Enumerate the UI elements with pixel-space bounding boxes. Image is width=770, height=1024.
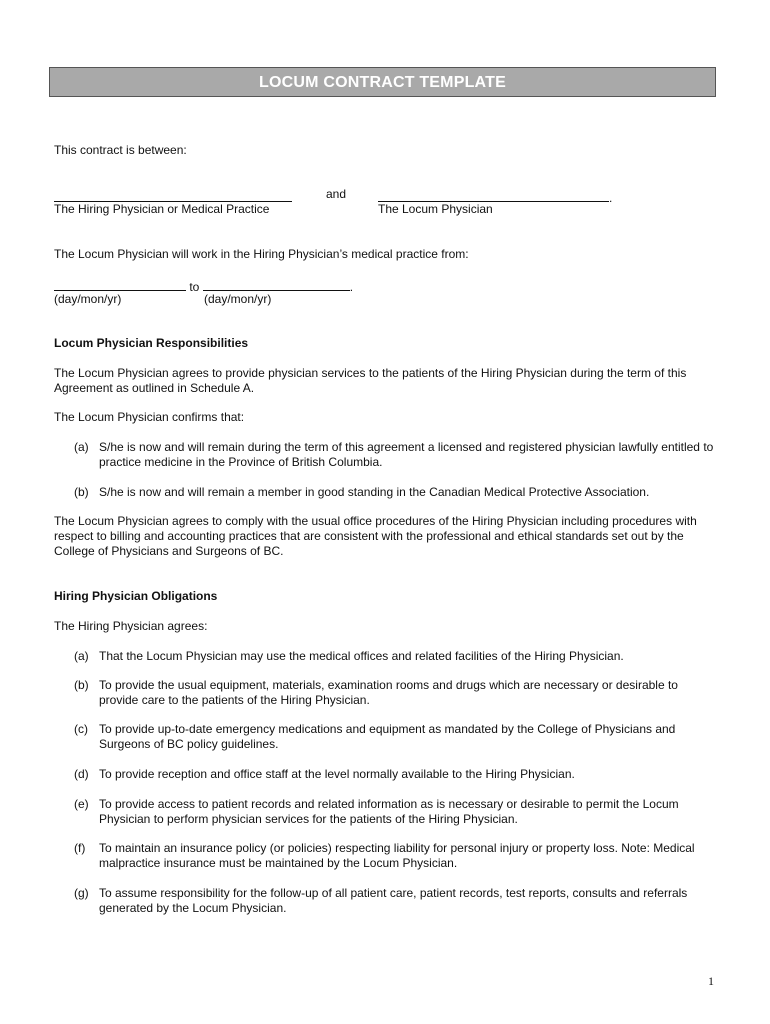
start-date-field[interactable] — [54, 277, 186, 291]
responsibilities-paragraph-2: The Locum Physician agrees to comply with the usual office procedures of the Hiring Physician including procedures with respect to billing and accounting practices that are consistent with the professional and ethical standards set out by the College of Physicians and Surgeons of BC. — [54, 514, 697, 558]
list-item-text: S/he is now and will remain during the term of this agreement a licensed and registered physician lawfully entitled to practice medicine in the Province of British Columbia. — [99, 440, 714, 469]
agrees-text: The Hiring Physician agrees: — [54, 619, 208, 633]
list-item — [54, 797, 714, 827]
list-item-text: To maintain an insurance policy (or policies) respecting liability for personal injury or property loss. Note: Medical malpractice insurance must be maintained by the Locum Physician. — [99, 841, 695, 870]
list-item — [54, 485, 714, 500]
list-marker: (b) — [74, 485, 89, 499]
list-item-text: To provide access to patient records and related information as is necessary or desirable to permit the Locum Physician to perform physician services for the patients of the Hiring Physician. — [99, 797, 679, 826]
list-marker: (f) — [74, 841, 86, 855]
list-marker: (d) — [74, 767, 89, 781]
list-item-text: S/he is now and will remain a member in good standing in the Canadian Medical Protective Association. — [99, 485, 650, 499]
responsibilities-heading: Locum Physician Responsibilities — [54, 336, 249, 350]
responsibilities-paragraph-1: The Locum Physician agrees to provide physician services to the patients of the Hiring Physician during the term of this Agreement as outlined in Schedule A. — [54, 366, 687, 395]
document-title: LOCUM CONTRACT TEMPLATE — [259, 73, 506, 91]
hiring-physician-label: The Hiring Physician or Medical Practice — [54, 202, 270, 216]
intro-text: This contract is between: — [54, 143, 187, 157]
term-period: . — [349, 280, 354, 294]
list-marker: (c) — [74, 722, 88, 736]
list-item — [54, 722, 714, 752]
list-item — [54, 649, 714, 664]
list-item-text: That the Locum Physician may use the medical offices and related facilities of the Hiring Physician. — [99, 649, 624, 663]
list-item — [54, 440, 714, 470]
list-marker: (a) — [74, 649, 89, 663]
list-item-text: To provide up-to-date emergency medications and equipment as mandated by the College of Physicians and Surgeons of BC policy guidelines. — [99, 722, 676, 751]
end-date-format-label: (day/mon/yr) — [204, 292, 272, 306]
list-item-text: To provide reception and office staff at the level normally available to the Hiring Physician. — [99, 767, 575, 781]
locum-physician-label: The Locum Physician — [378, 202, 493, 216]
to-text: to — [189, 280, 200, 294]
list-marker: (a) — [74, 440, 89, 454]
confirms-text: The Locum Physician confirms that: — [54, 410, 245, 424]
parties-period: . — [609, 191, 613, 205]
list-marker: (e) — [74, 797, 89, 811]
start-date-format-label: (day/mon/yr) — [54, 292, 122, 306]
list-item-text: To provide the usual equipment, materials, examination rooms and drugs which are necessary or desirable to provide care to the patients of the Hiring Physician. — [99, 678, 678, 707]
list-item — [54, 841, 714, 871]
and-text: and — [326, 187, 347, 201]
document-title-banner — [49, 67, 716, 97]
list-item — [54, 886, 714, 916]
list-marker: (g) — [74, 886, 89, 900]
obligations-heading: Hiring Physician Obligations — [54, 589, 218, 603]
page-number: 1 — [708, 974, 714, 988]
list-item — [54, 767, 714, 782]
list-item — [54, 678, 714, 708]
list-marker: (b) — [74, 678, 89, 692]
term-intro-text: The Locum Physician will work in the Hiring Physician’s medical practice from: — [54, 247, 469, 261]
end-date-field[interactable] — [203, 277, 350, 291]
list-item-text: To assume responsibility for the follow-up of all patient care, patient records, test reports, consults and referrals generated by the Locum Physician. — [99, 886, 688, 915]
